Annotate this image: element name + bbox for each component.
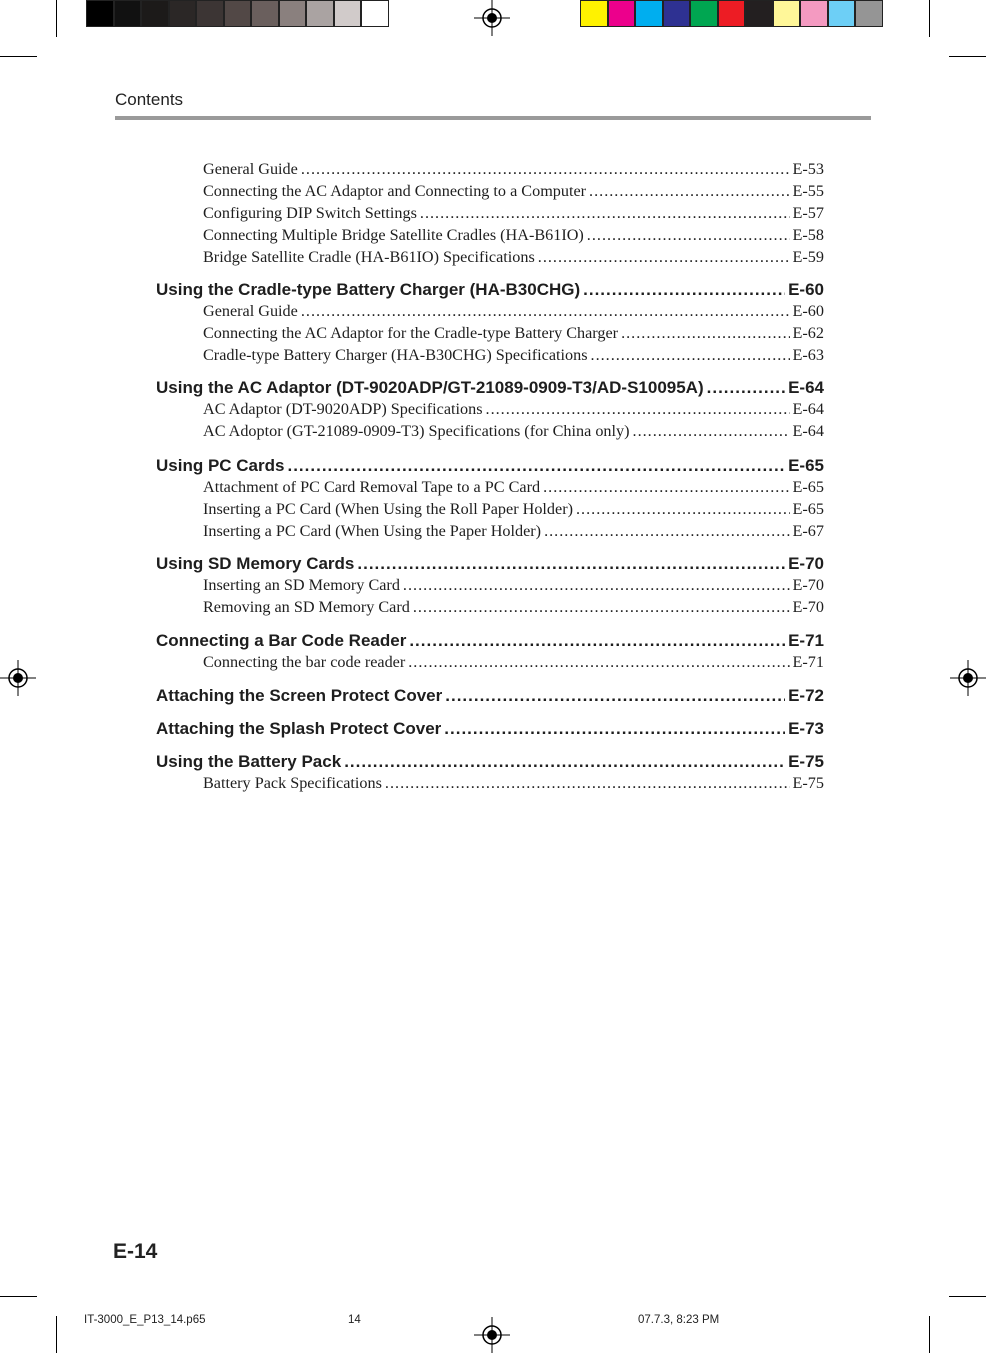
toc-subentry	[203, 248, 824, 267]
color-swatch	[580, 0, 608, 27]
toc-subentry	[203, 324, 824, 343]
toc-section-entry	[156, 686, 824, 706]
toc-subentry	[203, 346, 824, 365]
toc-subentry	[203, 182, 824, 201]
toc-leader-dots	[301, 302, 790, 321]
toc-subentry	[203, 204, 824, 223]
process-color-bar	[580, 0, 883, 28]
toc-leader-dots	[385, 774, 790, 793]
toc-entry-page: E-72	[788, 686, 824, 705]
toc-leader-dots	[344, 752, 785, 772]
toc-subentry	[203, 400, 824, 419]
toc-section-entry	[156, 280, 824, 300]
toc-entry-label: Using the AC Adaptor (DT-9020ADP/GT-21089-0909-T3/AD-S10095A)	[156, 378, 704, 397]
toc-entry-page: E-67	[792, 522, 824, 540]
toc-leader-dots	[301, 160, 790, 179]
toc-entry-page: E-75	[792, 774, 824, 792]
toc-entry-page: E-55	[792, 182, 824, 200]
toc-entry-page: E-64	[788, 378, 824, 397]
toc-leader-dots	[589, 182, 789, 201]
toc-leader-dots	[621, 324, 789, 343]
registration-mark-top-icon	[474, 0, 510, 36]
toc-section-entry	[156, 752, 824, 772]
toc-entry-label: Battery Pack Specifications	[203, 774, 382, 792]
toc-leader-dots	[444, 719, 785, 739]
color-swatch	[251, 0, 279, 27]
page-title: Contents	[115, 90, 184, 109]
toc-entry-page: E-70	[792, 598, 824, 616]
toc-leader-dots	[403, 576, 790, 595]
toc-entry-label: Inserting a PC Card (When Using the Roll Paper Holder)	[203, 500, 573, 518]
toc-entry-page: E-71	[788, 631, 824, 650]
toc-leader-dots	[591, 346, 790, 365]
toc-leader-dots	[445, 686, 785, 706]
toc-entry-label: Using SD Memory Cards	[156, 554, 355, 573]
color-swatch	[141, 0, 169, 27]
toc-subentry	[203, 478, 824, 497]
toc-entry-page: E-57	[792, 204, 824, 222]
toc-entry-label: Connecting a Bar Code Reader	[156, 631, 407, 650]
color-swatch	[361, 0, 389, 27]
color-swatch	[800, 0, 828, 27]
toc-subentry	[203, 160, 824, 179]
slug-file-name: IT-3000_E_P13_14.p65	[84, 1314, 206, 1326]
color-swatch	[169, 0, 197, 27]
toc-section-entry	[156, 456, 824, 476]
toc-entry-label: General Guide	[203, 160, 298, 178]
toc-entry-page: E-60	[788, 280, 824, 299]
slug-date: 07.7.3, 8:23 PM	[638, 1314, 720, 1326]
toc-section-entry	[156, 631, 824, 651]
toc-subentry	[203, 422, 824, 441]
color-swatch	[663, 0, 691, 27]
color-swatch	[718, 0, 746, 27]
toc-entry-page: E-70	[788, 554, 824, 573]
toc-leader-dots	[287, 456, 785, 476]
toc-entry-page: E-71	[792, 653, 824, 671]
color-swatch	[306, 0, 334, 27]
toc-entry-label: Removing an SD Memory Card	[203, 598, 410, 616]
toc-entry-page: E-64	[792, 422, 824, 440]
color-swatch	[745, 0, 773, 27]
toc-leader-dots	[576, 500, 790, 519]
slug-page: 14	[348, 1314, 361, 1326]
toc-entry-page: E-64	[792, 400, 824, 418]
toc-entry-page: E-65	[792, 478, 824, 496]
toc-entry-label: Attachment of PC Card Removal Tape to a PC Card	[203, 478, 541, 496]
toc-entry-page: E-73	[788, 719, 824, 738]
toc-entry-label: Inserting a PC Card (When Using the Paper Holder)	[203, 522, 542, 540]
registration-mark-left-icon	[0, 660, 36, 696]
color-swatch	[196, 0, 224, 27]
toc-entry-label: Cradle-type Battery Charger (HA-B30CHG) Specifications	[203, 346, 588, 364]
toc-leader-dots	[486, 400, 790, 419]
toc-entry-label: Bridge Satellite Cradle (HA-B61IO) Specifications	[203, 248, 535, 266]
toc-section-entry	[156, 719, 824, 739]
toc-section-entry	[156, 378, 824, 398]
toc-entry-page: E-59	[792, 248, 824, 266]
toc-entry-label: Inserting an SD Memory Card	[203, 576, 400, 594]
toc-leader-dots	[633, 422, 790, 441]
toc-entry-page: E-63	[792, 346, 824, 364]
toc-entry-label: Attaching the Splash Protect Cover	[156, 719, 442, 738]
toc-leader-dots	[413, 598, 790, 617]
toc-entry-label: Attaching the Screen Protect Cover	[156, 686, 443, 705]
toc-entry-label: General Guide	[203, 302, 298, 320]
color-swatch	[334, 0, 362, 27]
toc-subentry	[203, 598, 824, 617]
toc-entry-label: Connecting Multiple Bridge Satellite Cradles (HA-B61IO)	[203, 226, 584, 244]
color-swatch	[608, 0, 636, 27]
color-swatch	[279, 0, 307, 27]
toc-entry-label: Connecting the AC Adaptor and Connecting to a Computer	[203, 182, 587, 200]
toc-subentry	[203, 653, 824, 672]
color-swatch	[828, 0, 856, 27]
color-swatch	[773, 0, 801, 27]
color-swatch	[114, 0, 142, 27]
toc-entry-page: E-65	[788, 456, 824, 475]
toc-leader-dots	[408, 653, 789, 672]
toc-leader-dots	[587, 226, 790, 245]
toc-leader-dots	[409, 631, 785, 651]
toc-entry-label: Connecting the bar code reader	[203, 653, 406, 671]
toc-entry-page: E-60	[792, 302, 824, 320]
toc-entry-page: E-58	[792, 226, 824, 244]
toc-subentry	[203, 302, 824, 321]
color-swatch	[86, 0, 114, 27]
toc-leader-dots	[357, 554, 785, 574]
toc-leader-dots	[544, 522, 789, 541]
toc-subentry	[203, 500, 824, 519]
color-swatch	[690, 0, 718, 27]
toc-section-entry	[156, 554, 824, 574]
toc-entry-label: AC Adaptor (DT-9020ADP) Specifications	[203, 400, 483, 418]
header-rule	[115, 116, 871, 120]
toc-entry-label: Using the Cradle-type Battery Charger (HA-B30CHG)	[156, 280, 581, 299]
toc-subentry	[203, 522, 824, 541]
toc-leader-dots	[538, 248, 790, 267]
toc-subentry	[203, 576, 824, 595]
toc-entry-page: E-70	[792, 576, 824, 594]
toc-entry-label: Connecting the AC Adaptor for the Cradle-type Battery Charger	[203, 324, 619, 342]
toc-entry-page: E-62	[792, 324, 824, 342]
toc-entry-page: E-53	[792, 160, 824, 178]
color-swatch	[635, 0, 663, 27]
toc-entry-page: E-75	[788, 752, 824, 771]
toc-entry-label: Using the Battery Pack	[156, 752, 342, 771]
toc-entry-label: Using PC Cards	[156, 456, 285, 475]
grayscale-color-bar	[86, 0, 389, 28]
registration-mark-bottom-icon	[474, 1317, 510, 1353]
toc-entry-label: AC Adoptor (GT-21089-0909-T3) Specifications (for China only)	[203, 422, 630, 440]
color-swatch	[855, 0, 883, 27]
toc-subentry	[203, 774, 824, 793]
toc-leader-dots	[420, 204, 790, 223]
toc-leader-dots	[707, 378, 785, 398]
toc-entry-label: Configuring DIP Switch Settings	[203, 204, 417, 222]
registration-mark-right-icon	[950, 660, 986, 696]
toc-leader-dots	[583, 280, 785, 300]
page-number: E-14	[113, 1240, 158, 1263]
toc-subentry	[203, 226, 824, 245]
color-swatch	[224, 0, 252, 27]
toc-entry-page: E-65	[792, 500, 824, 518]
toc-leader-dots	[543, 478, 789, 497]
